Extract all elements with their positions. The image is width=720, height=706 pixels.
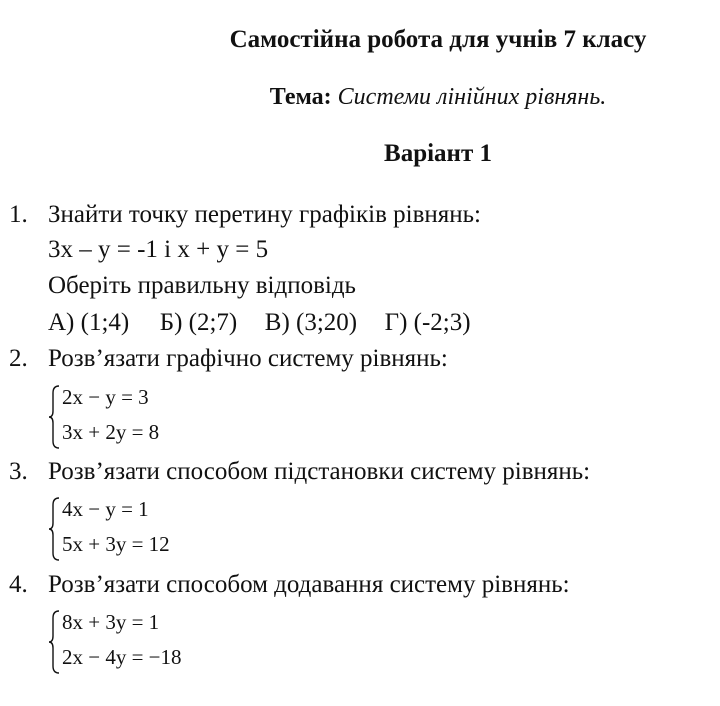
task-3-text: Розв’язати способом підстановки систему рівнянь: <box>48 458 591 485</box>
task-3-equation-2: 5x + 3y = 12 <box>62 532 170 556</box>
answer-v: В) (3;20) <box>264 309 358 336</box>
answer-g: Г) (-2;3) <box>384 309 471 336</box>
topic-line <box>0 84 720 111</box>
brace-icon <box>48 610 62 674</box>
page-title: Самостійна робота для учнів 7 класу <box>229 26 647 53</box>
brace-icon <box>48 497 62 561</box>
task-4-number: 4. <box>9 571 28 598</box>
task-1-equations: 3х – у = -1 і х + у = 5 <box>48 236 269 263</box>
task-4-equation-2: 2x − 4y = −18 <box>62 645 182 669</box>
task-2-number: 2. <box>9 345 28 372</box>
variant-heading: Варіант 1 <box>384 140 492 167</box>
task-4-equation-1: 8x + 3y = 1 <box>62 610 160 634</box>
task-2-equation-2: 3x + 2y = 8 <box>62 420 160 444</box>
task-4-text: Розв’язати способом додавання систему рівнянь: <box>48 571 570 598</box>
task-1-text: Знайти точку перетину графіків рівнянь: <box>48 201 481 228</box>
topic-label: Тема: <box>269 84 332 110</box>
task-1-prompt: Оберіть правильну відповідь <box>48 272 356 299</box>
answer-a: А) (1;4) <box>48 309 130 336</box>
task-3-number: 3. <box>9 458 28 485</box>
topic-value: Системи лінійних рівнянь. <box>337 84 607 110</box>
task-2-equation-1: 2x − y = 3 <box>62 385 149 409</box>
task-3-equation-1: 4x − y = 1 <box>62 497 149 521</box>
answer-b: Б) (2;7) <box>159 309 238 336</box>
brace-icon <box>48 385 62 449</box>
task-1-answers <box>48 309 471 337</box>
task-2-text: Розв’язати графічно систему рівнянь: <box>48 345 448 372</box>
task-1-number: 1. <box>9 201 28 228</box>
